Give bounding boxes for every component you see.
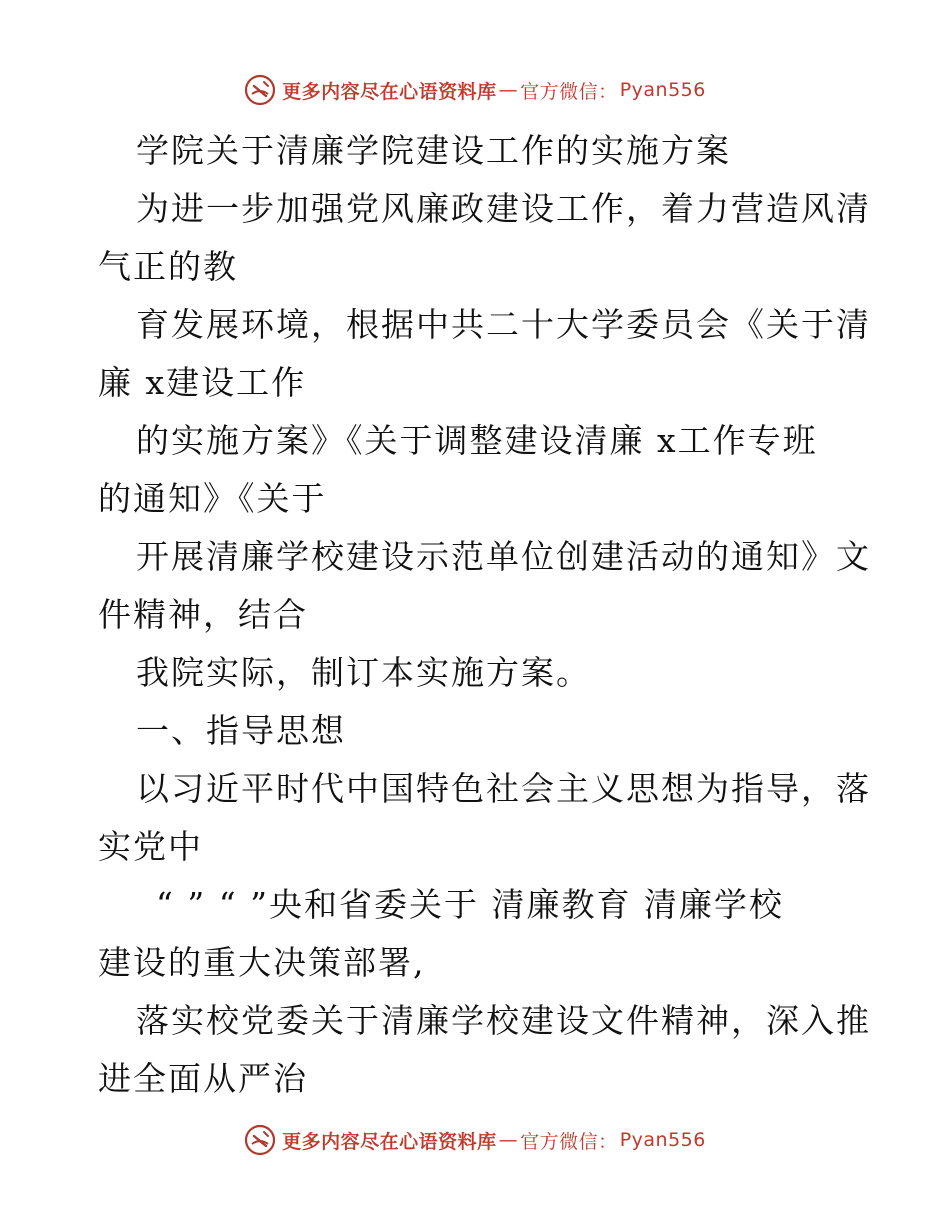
banner-separator: —: [498, 1129, 519, 1151]
library-name: 更多内容尽在心语资料库: [282, 80, 497, 103]
doc-line: 以习近平时代中国特色社会主义思想为指导，落: [136, 769, 871, 808]
document-body: [98, 122, 871, 1108]
book-pen-logo-icon: [244, 1124, 276, 1156]
doc-line: 我院实际，制订本实施方案。: [136, 653, 591, 692]
doc-line: 件精神，结合: [98, 595, 308, 634]
doc-line: 开展清廉学校建设示范单位创建活动的通知》文: [136, 537, 871, 576]
doc-line: 育发展环境，根据中共二十大学委员会《关于清: [136, 305, 871, 344]
footer-banner: [0, 1122, 950, 1158]
doc-line: 建设的重大决策部署,: [98, 943, 426, 982]
wechat-label: 官方微信：: [520, 1130, 618, 1153]
book-pen-logo-icon: [244, 74, 276, 106]
doc-line: 气正的教: [98, 247, 238, 286]
wechat-id: Pyan556: [619, 79, 706, 101]
library-name: 更多内容尽在心语资料库: [282, 1130, 497, 1153]
doc-line: 为进一步加强党风廉政建设工作，着力营造风清: [136, 189, 871, 228]
doc-line: “ ” “ ”央和省委关于 清廉教育 清廉学校: [156, 885, 784, 924]
section-heading: 一、指导思想: [136, 711, 346, 750]
header-banner: [0, 72, 950, 108]
wechat-id: Pyan556: [619, 1129, 706, 1151]
doc-line: 的通知》《关于: [98, 479, 327, 518]
doc-line: 廉 x建设工作: [98, 363, 307, 402]
banner-separator: —: [498, 79, 519, 101]
doc-title: 学院关于清廉学院建设工作的实施方案: [136, 131, 731, 170]
doc-line: 实党中: [98, 827, 203, 866]
doc-line: 进全面从严治: [98, 1059, 308, 1098]
wechat-label: 官方微信：: [520, 80, 618, 103]
doc-line: 落实校党委关于清廉学校建设文件精神，深入推: [136, 1001, 871, 1040]
doc-line: 的实施方案》《关于调整建设清廉 x工作专班: [136, 421, 818, 460]
